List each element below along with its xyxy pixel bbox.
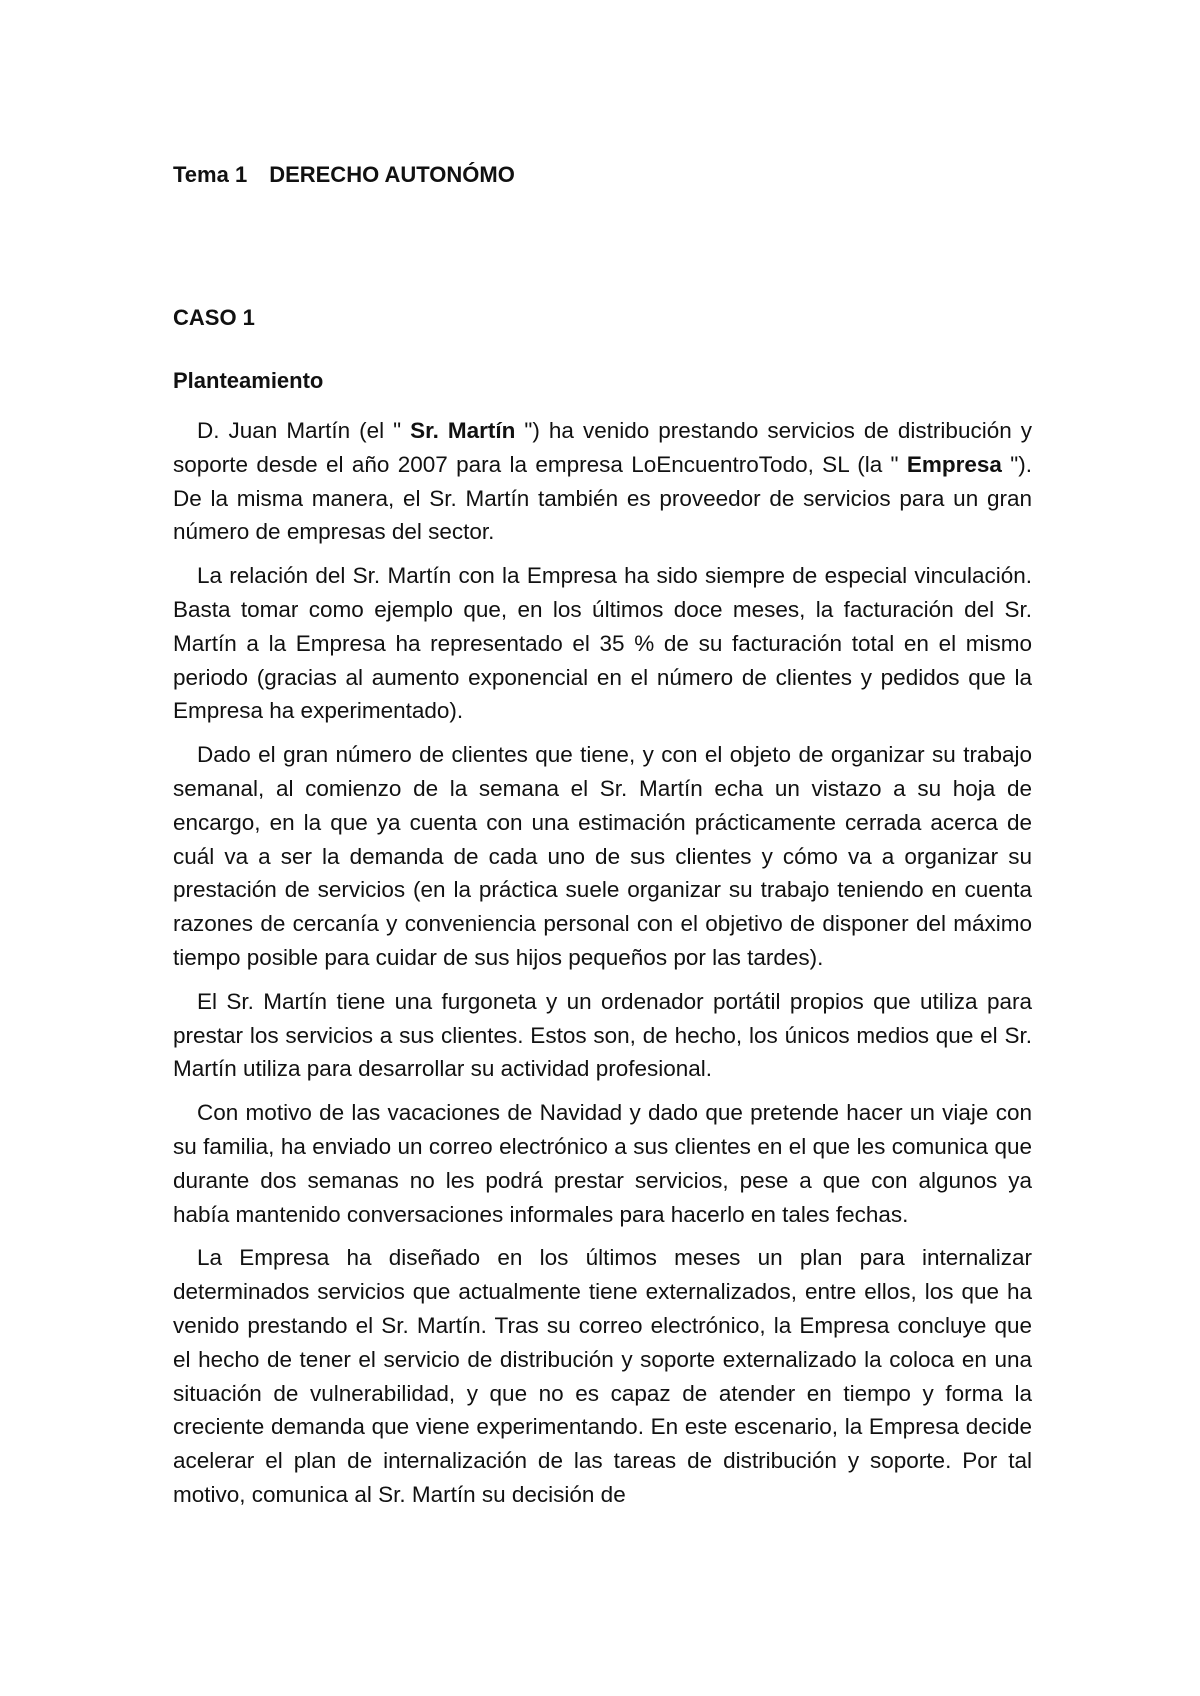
paragraph-5: Con motivo de las vacaciones de Navidad y dado que pretende hacer un viaje con su familia, ha enviado un correo electrónico a sus clientes en el que les comunica que durante dos semanas no les podrá prestar servicios, pese a que con algunos ya había mantenido conversaciones informales para hacerlo en tales fechas. — [173, 1100, 1032, 1227]
tema-title: DERECHO AUTONÓMO — [269, 162, 515, 187]
section-heading: Planteamiento — [173, 368, 324, 393]
tema-label: Tema 1 — [173, 162, 248, 187]
paragraph-1-text-e: "). De la misma manera, el Sr. Martín también es proveedor de servicios para un gran número de empresas del sector. — [173, 451, 1033, 545]
paragraph-2: La relación del Sr. Martín con la Empresa ha sido siempre de especial vinculación. Basta tomar como ejemplo que, en los últimos doce meses, la facturación del Sr. Martín a la Empresa ha representado el 35 % de su facturación total en el mismo periodo (gracias al aumento exponencial en el número de clientes y pedidos que la Empresa ha experimentado). — [173, 563, 1032, 724]
defined-term-empresa: Empresa — [906, 451, 1002, 477]
paragraph-3: Dado el gran número de clientes que tiene, y con el objeto de organizar su trabajo semanal, al comienzo de la semana el Sr. Martín echa un vistazo a su hoja de encargo, en la que ya cuenta con una estimación prácticamente cerrada acerca de cuál va a ser la demanda de cada uno de sus clientes y cómo va a organizar su prestación de servicios (en la práctica suele organizar su trabajo teniendo en cuenta razones de cercanía y conveniencia personal con el objetivo de disponer del máximo tiempo posible para cuidar de sus hijos pequeños por las tardes). — [173, 742, 1032, 970]
paragraph-4: El Sr. Martín tiene una furgoneta y un ordenador portátil propios que utiliza para prestar los servicios a sus clientes. Estos son, de hecho, los únicos medios que el Sr. Martín utiliza para desarrollar su actividad profesional. — [173, 988, 1032, 1082]
paragraph-1-text-c: ") ha venido prestando servicios de distribución y soporte desde el año 2007 para la empresa LoEncuentroTodo, SL (la " — [173, 418, 1032, 477]
paragraph-1-text-a: D. Juan Martín (el " — [197, 418, 411, 443]
case-heading: CASO 1 — [173, 305, 255, 330]
defined-term-sr-martin: Sr. Martín — [410, 418, 516, 443]
paragraph-1 — [173, 414, 1032, 549]
paragraph-6: La Empresa ha diseñado en los últimos meses un plan para internalizar determinados servicios que actualmente tiene externalizados, entre ellos, los que ha venido prestando el Sr. Martín. Tras su correo electrónico, la Empresa concluye que el hecho de tener el servicio de distribución y soporte externalizado la coloca en una situación de vulnerabilidad, y que no es capaz de atender en tiempo y forma la creciente demanda que viene experimentando. En este escenario, la Empresa decide acelerar el plan de internalización de las tareas de distribución y soporte. Por tal motivo, comunica al Sr. Martín su decisión de — [173, 1245, 1032, 1507]
document-title — [173, 160, 1032, 190]
